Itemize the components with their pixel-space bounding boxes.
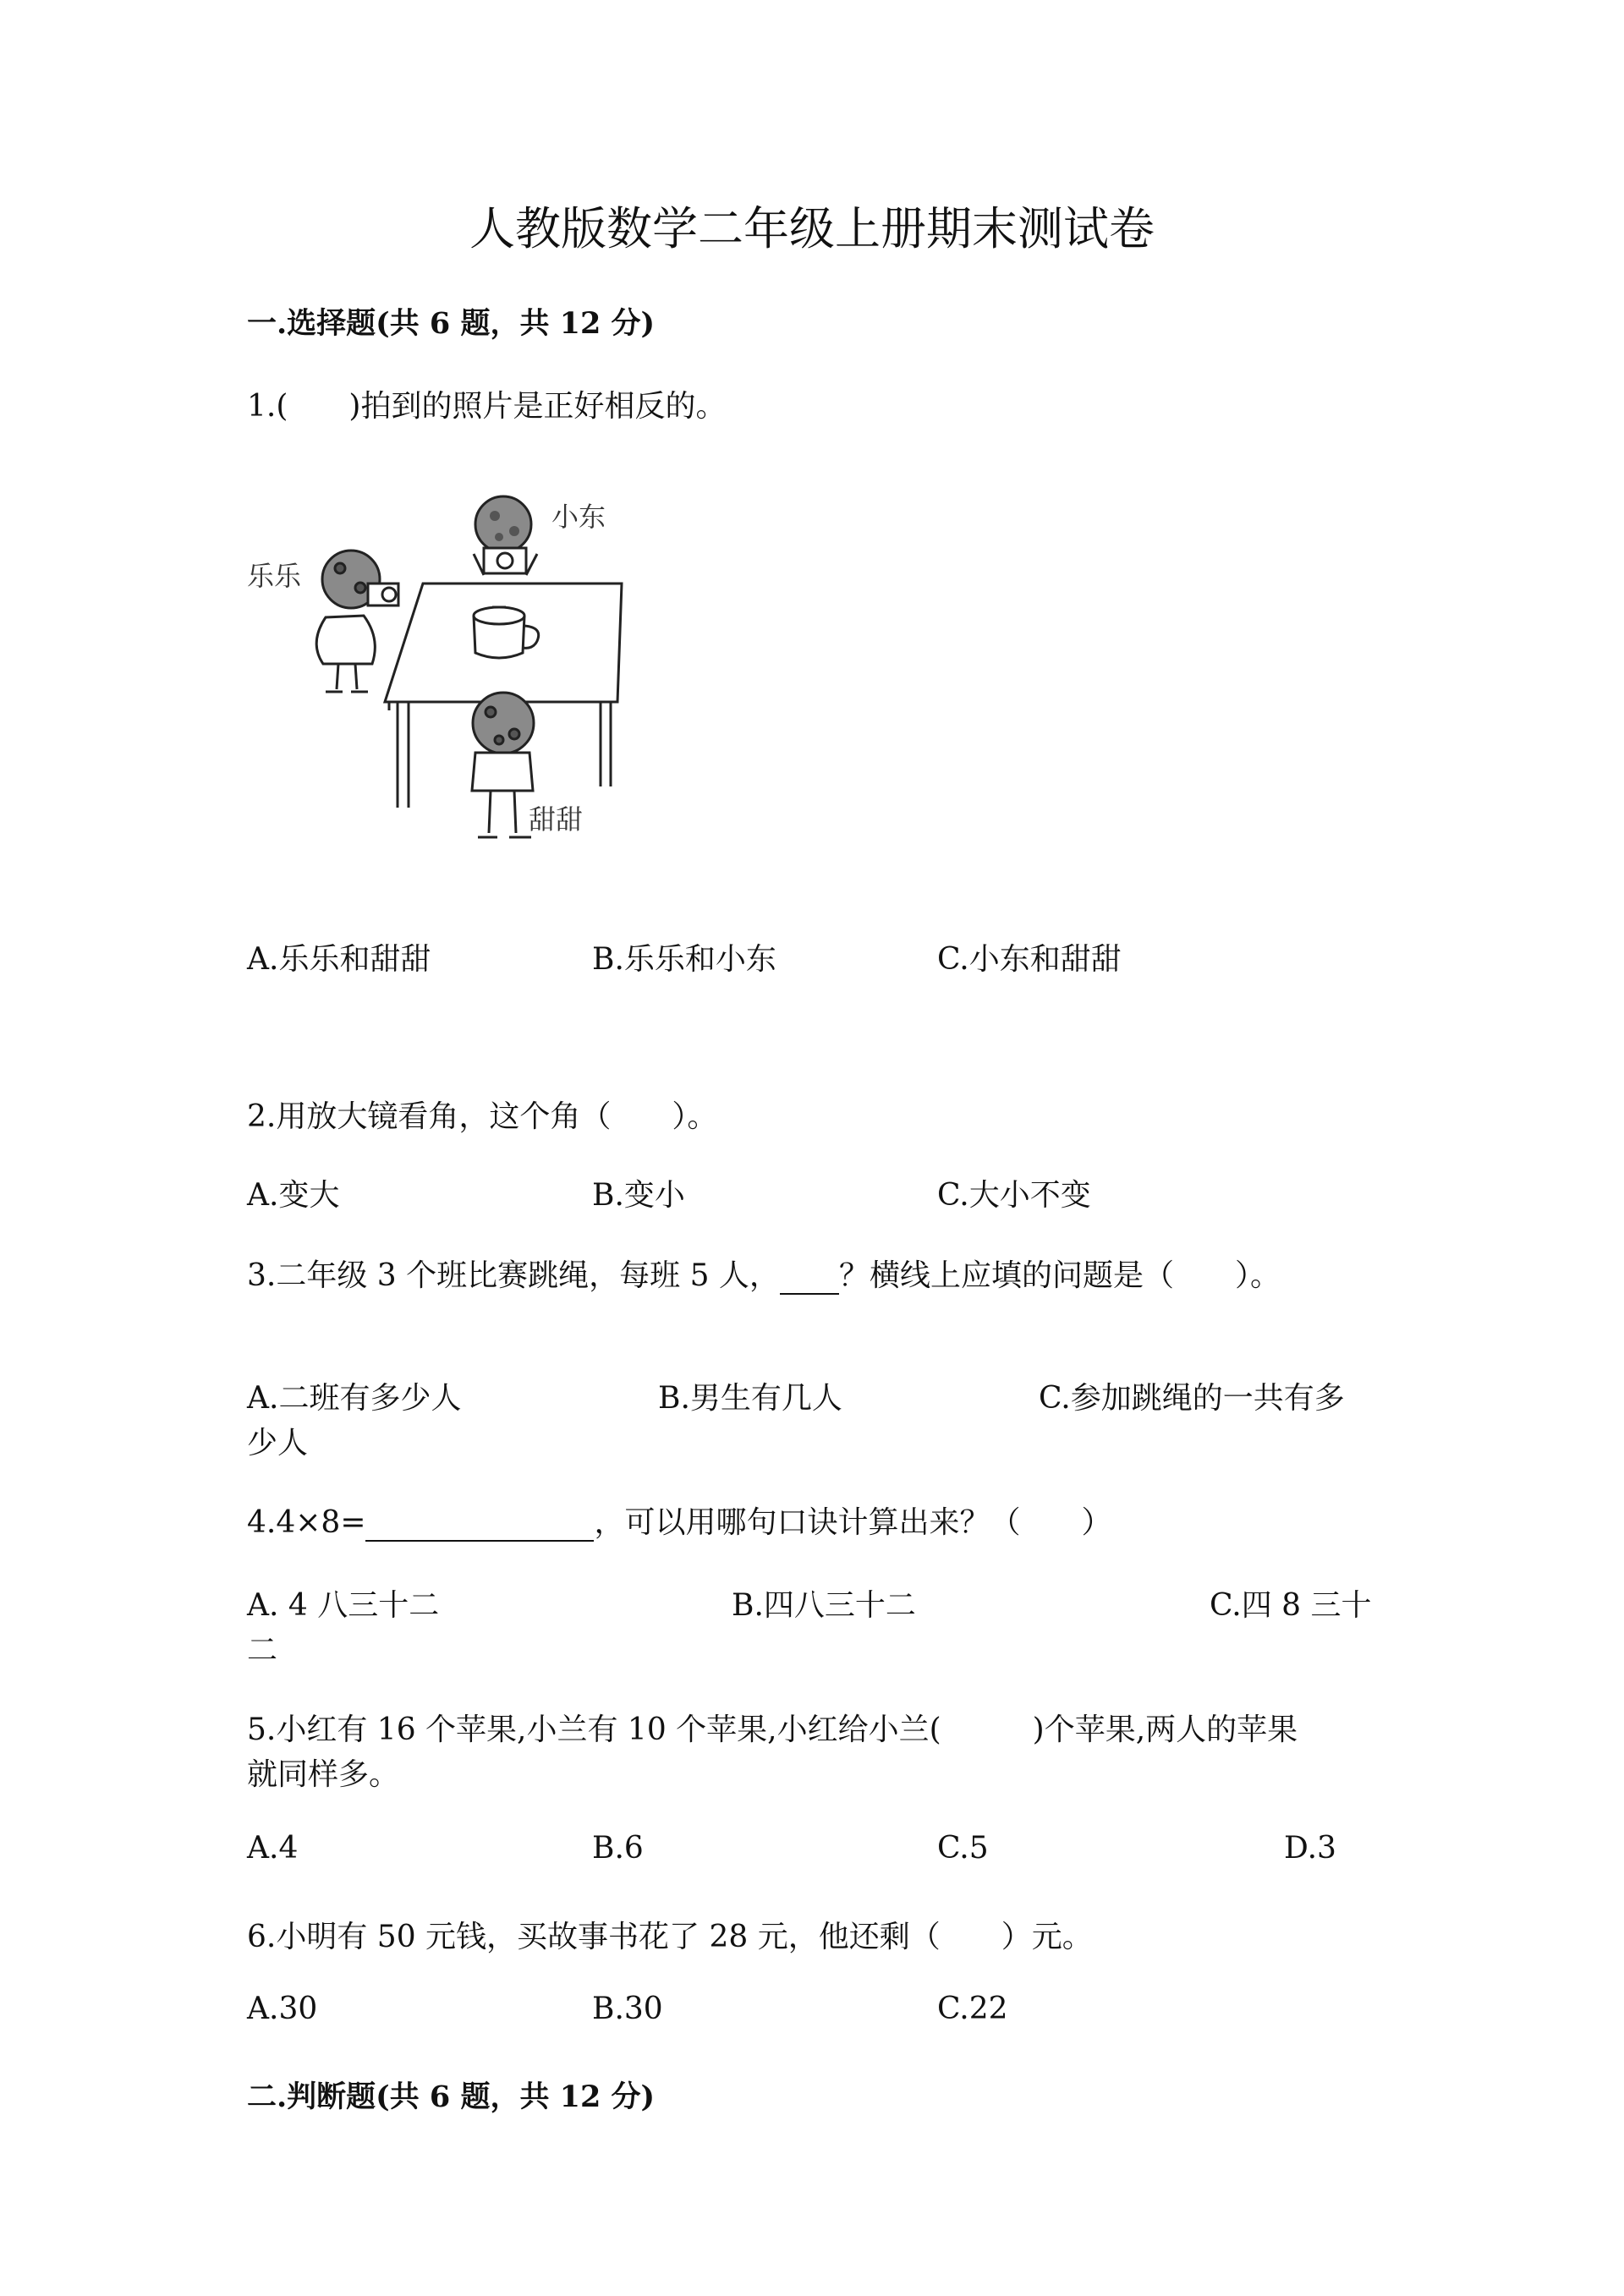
q5-option-a[interactable]: A.4 [247, 1831, 299, 1866]
q3-option-b[interactable]: B.男生有几人 [658, 1381, 842, 1416]
figure-xiaodong [474, 496, 537, 575]
figure-tiantian [472, 693, 534, 837]
q6-option-a[interactable]: A.30 [247, 1992, 318, 2026]
q2-option-a[interactable]: A.变大 [247, 1178, 340, 1213]
q4-option-c[interactable]: C.四 8 三十 [1210, 1588, 1372, 1623]
q4-option-c-wrap: 二 [247, 1633, 278, 1668]
label-lele: 乐乐 [247, 561, 302, 591]
table-top [385, 584, 622, 702]
q3-option-c-wrap: 少人 [247, 1426, 309, 1460]
question-1: 1.( )拍到的照片是正好相反的。 [247, 389, 727, 424]
q5-option-c[interactable]: C.5 [937, 1831, 989, 1866]
q5-option-b[interactable]: B.6 [592, 1831, 644, 1866]
label-xiaodong: 小东 [551, 501, 606, 532]
question-5-line-1: 5.小红有 16 个苹果,小兰有 10 个苹果,小红给小兰( )个苹果,两人的苹果 [247, 1712, 1298, 1747]
q3-blank[interactable] [780, 1258, 839, 1295]
question-2: 2.用放大镜看角，这个角（ ）。 [247, 1099, 718, 1134]
q4-option-b[interactable]: B.四八三十二 [732, 1588, 916, 1623]
question-6: 6.小明有 50 元钱，买故事书花了 28 元，他还剩（ ）元。 [247, 1920, 1093, 1954]
page-title: 人教版数学二年级上册期末测试卷 [469, 202, 1155, 255]
q6-option-b[interactable]: B.30 [592, 1992, 663, 2026]
q3-option-a[interactable]: A.二班有多少人 [247, 1381, 462, 1416]
section-heading-judgement: 二.判断题(共 6 题，共 12 分) [247, 2080, 656, 2114]
q3-text-before: 3.二年级 3 个班比赛跳绳，每班 5 人， [247, 1258, 780, 1293]
q4-option-a[interactable]: A. 4 八三十二 [247, 1588, 440, 1623]
q6-option-c[interactable]: C.22 [937, 1992, 1008, 2026]
label-tiantian: 甜甜 [529, 804, 584, 835]
q1-option-b[interactable]: B.乐乐和小东 [592, 942, 776, 977]
question-4 [247, 1499, 1112, 1542]
q4-text-before: 4.4×8= [247, 1505, 366, 1540]
q5-option-d[interactable]: D.3 [1284, 1831, 1336, 1866]
figure-lele [316, 551, 398, 692]
camera-scene-figure [245, 490, 626, 863]
mug-handle [523, 626, 539, 648]
q1-option-a[interactable]: A.乐乐和甜甜 [247, 942, 431, 977]
q2-option-b[interactable]: B.变小 [592, 1178, 685, 1213]
mug-rim [474, 607, 524, 624]
section-heading-choice: 一.选择题(共 6 题，共 12 分) [247, 306, 656, 341]
q1-option-c[interactable]: C.小东和甜甜 [937, 942, 1122, 977]
q3-text-after: ？横线上应填的问题是（ ）。 [838, 1258, 1281, 1293]
question-5-line-2: 就同样多。 [247, 1757, 400, 1792]
q4-answer-blank[interactable] [365, 1505, 594, 1542]
q4-text-after: ，可以用哪句口诀计算出来？（ ） [594, 1505, 1112, 1540]
q2-option-c[interactable]: C.大小不变 [937, 1178, 1091, 1213]
q3-option-c[interactable]: C.参加跳绳的一共有多 [1039, 1381, 1345, 1416]
question-3 [247, 1252, 1281, 1295]
